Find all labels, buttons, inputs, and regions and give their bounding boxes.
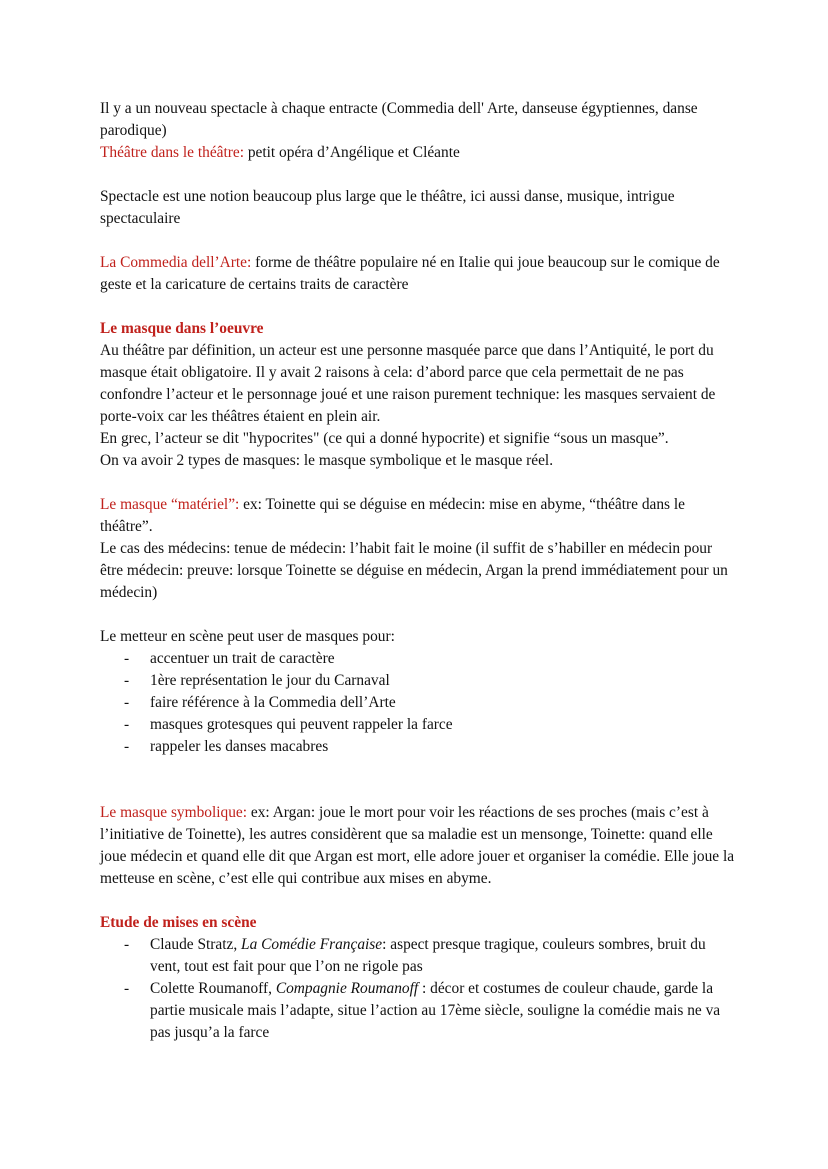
list-item: - 1ère représentation le jour du Carnaval bbox=[100, 670, 738, 692]
director-name: Colette Roumanoff, bbox=[150, 980, 276, 997]
spacer bbox=[100, 164, 738, 186]
company-name: La Comédie Française bbox=[241, 936, 383, 953]
paragraph-commedia bbox=[100, 252, 738, 296]
text-theatre-dans-theatre: petit opéra d’Angélique et Cléante bbox=[244, 144, 460, 161]
text-commedia: forme de théâtre populaire né en Italie qui joue beaucoup sur le comique de geste et la caricature de certains traits de caractère bbox=[100, 254, 720, 293]
paragraph-hypocrites: En grec, l’acteur se dit "hypocrites" (ce qui a donné hypocrite) et signifie “sous un masque”. bbox=[100, 430, 669, 447]
list-mises-en-scene bbox=[100, 934, 738, 1044]
spacer bbox=[100, 890, 738, 912]
list-item bbox=[100, 934, 738, 978]
heading-mises-en-scene: Etude de mises en scène bbox=[100, 914, 257, 931]
list-item: - accentuer un trait de caractère bbox=[100, 648, 738, 670]
label-commedia: La Commedia dell’Arte: bbox=[100, 254, 252, 271]
paragraph-masque-oeuvre: Au théâtre par définition, un acteur est une personne masquée parce que dans l’Antiquité, le port du masque était obligatoire. Il y avait 2 raisons à cela: d’abord parce que cela permettait de ne pas confondre l’acteur et le personnage joué et une raison purement technique: les masques servaient de porte-voix car les théâtres étaient en plein air. bbox=[100, 342, 716, 425]
list-item: - faire référence à la Commedia dell’Arte bbox=[100, 692, 738, 714]
label-masque-symbolique: Le masque symbolique: bbox=[100, 804, 248, 821]
text-masque-materiel: ex: Toinette qui se déguise en médecin: mise en abyme, “théâtre dans le théâtre”. bbox=[100, 496, 685, 535]
paragraph-spectacle: Spectacle est une notion beaucoup plus large que le théâtre, ici aussi danse, musique, intrigue spectaculaire bbox=[100, 188, 675, 227]
spacer bbox=[100, 296, 738, 318]
paragraph-masque-symbolique bbox=[100, 802, 738, 890]
company-name: Compagnie Roumanoff bbox=[275, 980, 419, 997]
list-item: - masques grotesques qui peuvent rappeler la farce bbox=[100, 714, 738, 736]
label-masque-materiel: Le masque “matériel”: bbox=[100, 496, 240, 513]
paragraph-entracte: Il y a un nouveau spectacle à chaque entracte (Commedia dell' Arte, danseuse égyptiennes, danse parodique) bbox=[100, 100, 698, 139]
director-name: Claude Stratz, bbox=[150, 936, 242, 953]
list-item: - rappeler les danses macabres bbox=[100, 736, 738, 758]
label-theatre-dans-theatre: Théâtre dans le théâtre: bbox=[100, 144, 244, 161]
spacer bbox=[100, 230, 738, 252]
paragraph-types-masques: On va avoir 2 types de masques: le masque symbolique et le masque réel. bbox=[100, 452, 554, 469]
list-item bbox=[100, 978, 738, 1044]
spacer bbox=[100, 758, 738, 802]
paragraph-metteur-intro: Le metteur en scène peut user de masques pour: bbox=[100, 628, 395, 645]
spacer bbox=[100, 604, 738, 626]
text-masque-symbolique: ex: Argan: joue le mort pour voir les réactions de ses proches (mais c’est à l’initiative de Toinette), les autres considèrent que sa maladie est un mensonge, Toinette: quand elle joue médecin et quand elle dit que Argan est mort, elle adore jouer et organiser la comédie. Elle joue la metteuse en scène, c’est elle qui contribue aux mises en abyme. bbox=[100, 804, 735, 887]
staging-description: : aspect presque tragique, couleurs sombres, bruit du vent, tout est fait pour que l’on ne rigole pas bbox=[150, 936, 706, 975]
list-masques-usages bbox=[100, 648, 738, 758]
heading-masque-oeuvre: Le masque dans l’oeuvre bbox=[100, 320, 264, 337]
paragraph-masque-materiel bbox=[100, 494, 738, 538]
paragraph-theatre-dans-theatre bbox=[100, 142, 738, 164]
paragraph-medecins: Le cas des médecins: tenue de médecin: l’habit fait le moine (il suffit de s’habiller en médecin pour être médecin: preuve: lorsque Toinette se déguise en médecin, Argan la prend immédiatement pour un médecin) bbox=[100, 540, 728, 601]
spacer bbox=[100, 472, 738, 494]
staging-description: : décor et costumes de couleur chaude, garde la partie musicale mais l’adapte, situe l’action au 17ème siècle, souligne la comédie mais ne va pas jusqu’a la farce bbox=[150, 980, 721, 1041]
